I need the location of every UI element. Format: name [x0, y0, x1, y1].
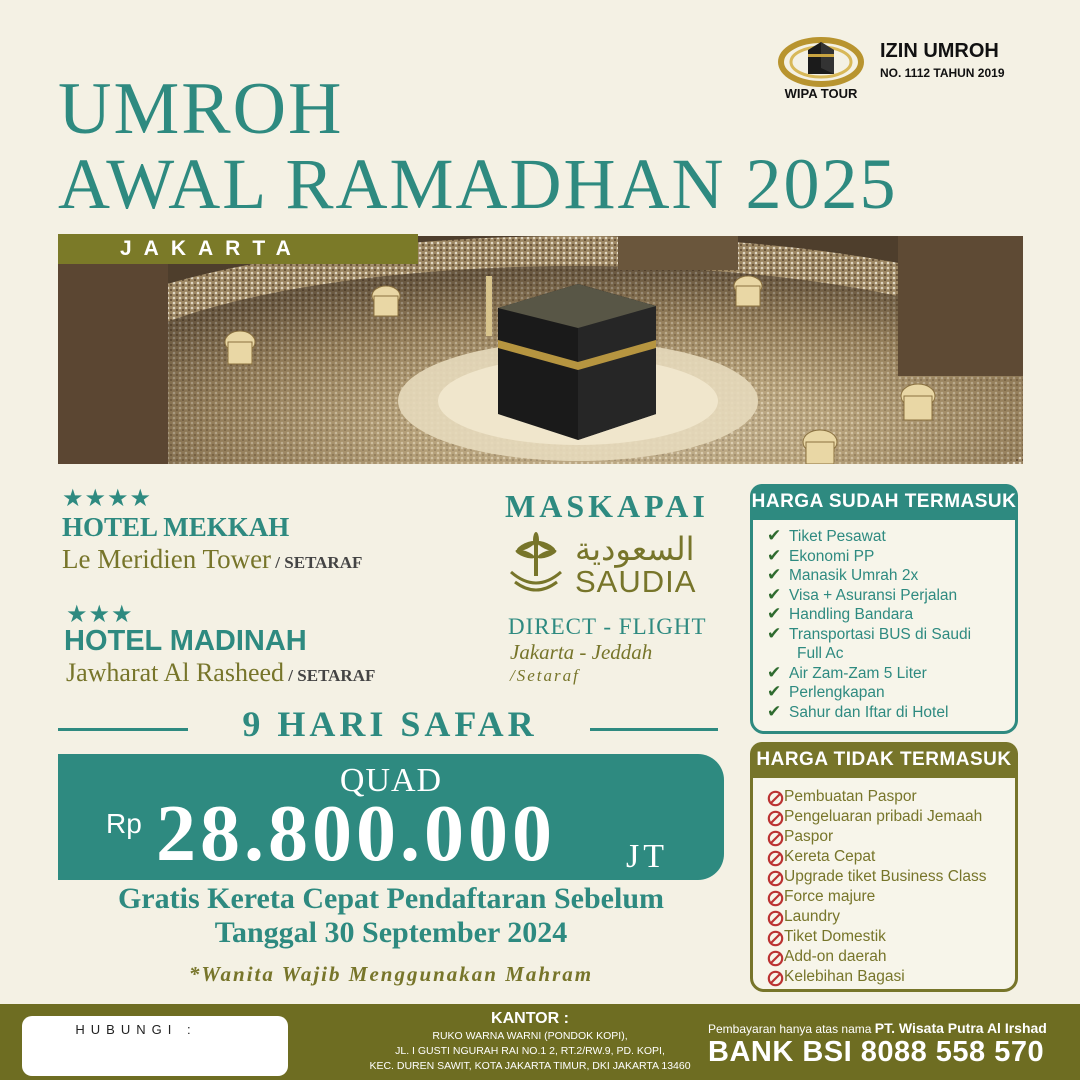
list-item-label: Transportasi BUS di Saudi [789, 625, 972, 643]
excluded-panel [750, 742, 1018, 992]
prohibited-icon [767, 810, 784, 827]
list-item-label: Perlengkapan [789, 684, 885, 701]
kaaba-hero-image [58, 236, 1023, 464]
hotel-mekkah-name [62, 544, 362, 575]
flight-route: Jakarta - Jeddah [510, 640, 653, 664]
city-label: JAKARTA [58, 234, 418, 264]
currency: Rp [106, 808, 142, 839]
list-item-label: Tiket Pesawat [789, 528, 886, 545]
list-item [767, 847, 1017, 867]
office-line-1: RUKO WARNA WARNI (PONDOK KOPI), [432, 1030, 628, 1042]
price-box [58, 754, 724, 880]
list-item-label: Sahur dan Iftar di Hotel [789, 703, 949, 721]
included-panel [750, 484, 1018, 734]
list-item [767, 664, 1017, 684]
check-icon: ✔ [767, 623, 782, 644]
payment-note [708, 1020, 1047, 1036]
promo-line-2: Tanggal 30 September 2024 [214, 916, 568, 949]
list-item [767, 947, 1017, 967]
license-number: NO. 1112 TAHUN 2019 [880, 66, 1005, 80]
saudia-arabic: السعودية [575, 530, 695, 568]
office-line-3: KEC. DUREN SAWIT, KOTA JAKARTA TIMUR, DKI JAKARTA 13460 [369, 1060, 691, 1072]
list-item [767, 807, 1017, 827]
list-item-label: Pengeluaran pribadi Jemaah [784, 808, 983, 825]
list-item [767, 787, 1017, 807]
list-item [767, 605, 1017, 625]
list-item [767, 703, 1017, 723]
list-item [767, 683, 1017, 703]
list-item [767, 867, 1017, 887]
airline-heading: MASKAPAI [505, 488, 709, 524]
list-item-label: Full Ac [797, 645, 844, 662]
prohibited-icon [767, 890, 784, 907]
bank-account: BANK BSI 8088 558 570 [708, 1036, 1045, 1068]
office-line-2: JL. I GUSTI NGURAH RAI NO.1 2, RT.2/RW.9, PD. KOPI, [395, 1045, 665, 1057]
prohibited-icon [767, 790, 784, 807]
list-item [767, 967, 1017, 987]
included-list [767, 527, 1017, 722]
brand-logo [770, 26, 1060, 106]
list-item [767, 547, 1017, 567]
hotel-madinah-name [66, 658, 375, 688]
hotel-madinah-label: HOTEL MADINAH [64, 625, 307, 657]
palm-swords-icon [505, 532, 567, 596]
check-icon: ✔ [767, 682, 782, 702]
check-icon: ✔ [767, 662, 782, 683]
kaaba-logo-icon [778, 28, 864, 92]
price-amount: 28.800.000 [156, 790, 556, 878]
list-item-label: Kelebihan Bagasi [784, 968, 905, 985]
divider-left [58, 728, 188, 731]
hotel-madinah-name-text: Jawharat Al Rasheed [66, 658, 285, 687]
list-item [767, 887, 1017, 907]
check-icon: ✔ [767, 604, 782, 624]
mahram-note: *Wanita Wajib Menggunakan Mahram [188, 962, 594, 986]
prohibited-icon [767, 930, 784, 947]
list-item-label: Ekonomi PP [789, 547, 875, 565]
payment-name: PT. Wisata Putra Al Irshad [874, 1020, 1047, 1036]
list-item [767, 827, 1017, 847]
title-line-1: UMROH [58, 68, 344, 150]
prohibited-icon [767, 850, 784, 867]
price-unit: JT [626, 838, 668, 875]
check-icon: ✔ [767, 545, 782, 566]
list-item-label: Tiket Domestik [784, 928, 886, 945]
list-item-label: Visa + Asuransi Perjalan [789, 586, 958, 604]
list-item-label: Force majure [784, 888, 876, 905]
hotel-mekkah-name-text: Le Meridien Tower [62, 544, 272, 574]
contact-box[interactable] [22, 1016, 288, 1076]
list-item [767, 907, 1017, 927]
list-item-label: Handling Bandara [789, 606, 914, 623]
prohibited-icon [767, 950, 784, 967]
flight-type: DIRECT - FLIGHT [508, 614, 707, 639]
hotel-mekkah-label: HOTEL MEKKAH [62, 512, 290, 542]
divider-right [590, 728, 718, 731]
list-item [767, 586, 1017, 606]
excluded-title: HARGA TIDAK TERMASUK [750, 742, 1018, 778]
included-title: HARGA SUDAH TERMASUK [750, 484, 1018, 520]
duration: 9 HARI SAFAR [242, 704, 538, 744]
list-item-label: Air Zam-Zam 5 Liter [789, 664, 927, 682]
list-item [767, 527, 1017, 547]
payment-note-text: Pembayaran hanya atas nama [708, 1022, 872, 1036]
contact-label: HUBUNGI : [75, 1022, 197, 1037]
hotel-mekkah-suffix: / SETARAF [271, 553, 363, 572]
list-item-label: Upgrade tiket Business Class [784, 868, 987, 885]
prohibited-icon [767, 910, 784, 927]
brand-name: WIPA TOUR [784, 86, 858, 101]
license-title: IZIN UMROH [880, 40, 999, 62]
hotel-madinah-suffix: / SETARAF [284, 666, 376, 685]
office-title: KANTOR : [491, 1010, 569, 1027]
list-item-label: Laundry [784, 908, 841, 925]
list-item-label: Add-on daerah [784, 948, 887, 965]
promo-line-1: Gratis Kereta Cepat Pendaftaran Sebelum [117, 882, 665, 915]
list-item [767, 927, 1017, 947]
hotel-madinah-stars: ★★★ [66, 600, 134, 628]
prohibited-icon [767, 870, 784, 887]
check-icon: ✔ [767, 526, 782, 546]
prohibited-icon [767, 970, 784, 987]
excluded-list [767, 787, 1017, 987]
flight-note: /Setaraf [510, 666, 580, 685]
list-item [767, 566, 1017, 586]
promo-text [58, 882, 724, 950]
list-item-label: Manasik Umrah 2x [789, 567, 919, 584]
title-line-2: AWAL RAMADHAN 2025 [58, 144, 898, 224]
prohibited-icon [767, 830, 784, 847]
list-item-label: Pembuatan Paspor [784, 788, 917, 805]
room-type: QUAD [339, 762, 443, 799]
check-icon: ✔ [767, 584, 782, 605]
check-icon: ✔ [767, 701, 782, 722]
saudia-logo-text: SAUDIA [575, 564, 697, 599]
check-icon: ✔ [767, 565, 782, 585]
list-item-label: Paspor [784, 828, 834, 845]
saudia-logo [505, 530, 720, 600]
list-item [767, 625, 1017, 645]
hotel-mekkah-stars: ★★★★ [62, 484, 153, 512]
footer [0, 1004, 1080, 1080]
list-item [767, 644, 1017, 664]
list-item-label: Kereta Cepat [784, 848, 876, 865]
